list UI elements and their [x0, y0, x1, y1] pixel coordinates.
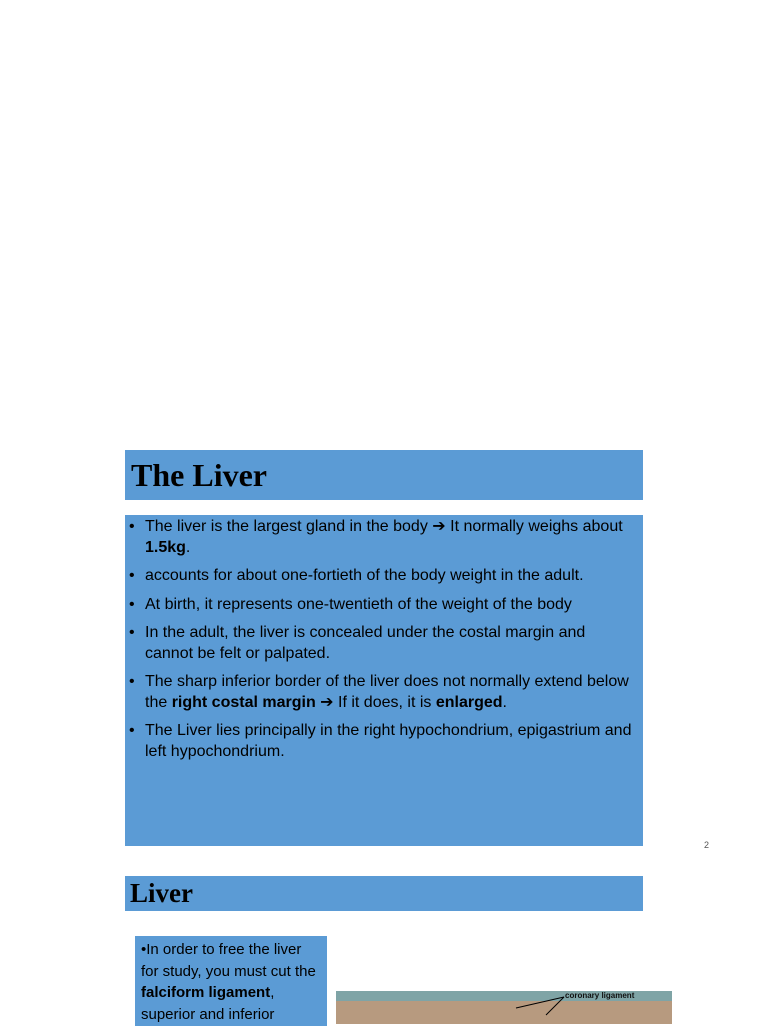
bullet-item: [129, 566, 635, 587]
text-run: If it does, it is: [333, 693, 436, 711]
side-text-box: [135, 936, 327, 1026]
bullet-item: [129, 721, 635, 762]
bullet-item: [129, 595, 635, 616]
text-run: .: [502, 693, 507, 711]
bold-text: falciform ligament: [141, 984, 271, 1001]
page-number: 2: [704, 840, 710, 850]
text-run: At birth, it represents one-twentieth of the weight of the body: [145, 595, 572, 613]
bullet-item: [129, 672, 635, 713]
text-run: The Liver lies principally in the right hypochondrium, epigastrium and left hypochondrium.: [145, 722, 632, 760]
text-run: In the adult, the liver is concealed under the costal margin and cannot be felt or palpated.: [145, 624, 586, 662]
bold-text: right costal margin: [171, 693, 316, 711]
coronary-ligament-label: coronary ligament: [565, 991, 635, 1000]
bullet-item: [129, 517, 635, 558]
text-run: .: [185, 538, 191, 556]
text-run: It normally weighs about: [445, 518, 623, 535]
liver-photo: [336, 991, 672, 1024]
text-run: •In order to free the liver for study, you must cut the: [141, 941, 316, 980]
text-run: accounts for about one-fortieth of the body weight in the adult.: [145, 567, 584, 584]
arrow-icon: ➔: [432, 518, 446, 535]
slide-title: [125, 450, 643, 500]
text-run: The liver is the largest gland in the body: [145, 518, 433, 535]
slide-title-2-text: Liver: [130, 878, 193, 908]
bold-text: enlarged: [435, 693, 503, 711]
slide-title-2: [125, 876, 643, 911]
slide-title-text: The Liver: [131, 457, 267, 493]
bold-text: 1.5kg: [145, 538, 186, 556]
bullet-content-box: [125, 515, 643, 846]
arrow-icon: ➔: [320, 693, 334, 711]
bullet-item: [129, 623, 635, 664]
text-run: , superior and inferior: [141, 984, 275, 1023]
text-run: The sharp inferior border of the liver does not normally extend below the: [145, 673, 629, 711]
bullet-list: [129, 517, 635, 762]
